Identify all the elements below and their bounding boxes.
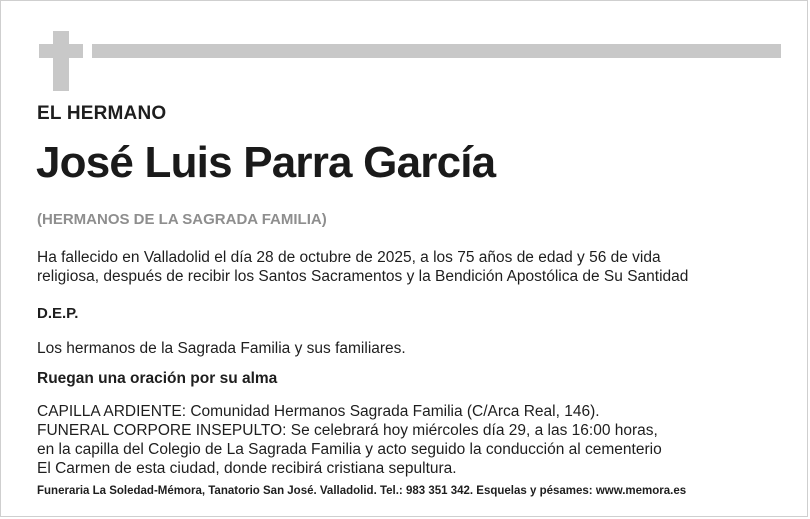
service-line: El Carmen de esta ciudad, donde recibirá cristiana sepultura. [37, 460, 457, 477]
service-details [37, 402, 662, 478]
death-announcement-line: religiosa, después de recibir los Santos Sacramentos y la Bendición Apostólica de Su Santidad [37, 268, 689, 285]
dep-label: D.E.P. [37, 305, 79, 322]
cross-icon [53, 31, 69, 91]
service-line: CAPILLA ARDIENTE: Comunidad Hermanos Sagrada Familia (C/Arca Real, 146). [37, 403, 600, 420]
congregation-label: (HERMANOS DE LA SAGRADA FAMILIA) [37, 211, 327, 228]
death-announcement-line: Ha fallecido en Valladolid el día 28 de octubre de 2025, a los 75 años de edad y 56 de vida [37, 249, 661, 266]
cross-icon-arm [39, 44, 83, 58]
relation-label: EL HERMANO [37, 103, 167, 124]
prayer-request: Ruegan una oración por su alma [37, 370, 278, 387]
death-announcement [37, 248, 688, 286]
header-rule [92, 44, 781, 58]
mourners-text: Los hermanos de la Sagrada Familia y sus familiares. [37, 340, 406, 357]
service-line: en la capilla del Colegio de La Sagrada Familia y acto seguido la conducción al cementerio [37, 441, 662, 458]
funeral-home-footer: Funeraria La Soledad-Mémora, Tanatorio San José. Valladolid. Tel.: 983 351 342. Esquelas y pésames: www.memora.es [37, 485, 687, 497]
service-line: FUNERAL CORPORE INSEPULTO: Se celebrará hoy miércoles día 29, a las 16:00 horas, [37, 422, 658, 439]
deceased-name: José Luis Parra García [36, 138, 496, 187]
